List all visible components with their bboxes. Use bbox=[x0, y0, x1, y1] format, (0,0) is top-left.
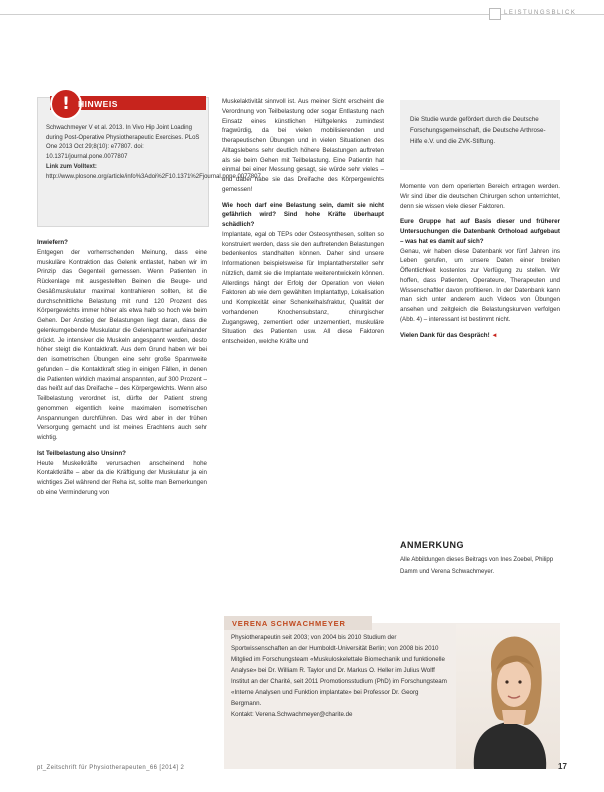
footer-journal: pt_Zeitschrift für Physiotherapeuten_66 [2014] 2 bbox=[37, 765, 185, 771]
column-2 bbox=[222, 97, 384, 347]
bio-description: Physiotherapeutin seit 2003; von 2004 bis 2010 Studium der Sportwissenschaften an der Humboldt-Universität Berlin; von 2008 bis 2010 Mitglied im Forschungsteam «Muskuloskelettale Biomechanik und funktionelle Analyse» bei Dr. William R. Taylor und Dr. Markus O. Heller im Julius Wolff Institut an der Charité, seit 2011 Promotionsstudium (PhD) im Forschungsteam «Interne Analysen und Funktion implantate» bei Professor Dr. Georg Bergmann. bbox=[231, 634, 447, 707]
question-heading: Eure Gruppe hat auf Basis dieser und früherer Untersuchungen die Datenbank Orthoload aufgebaut – was hat es damit auf sich? bbox=[400, 218, 560, 245]
note-link[interactable] bbox=[46, 163, 261, 182]
paragraph: Entgegen der vorherrschenden Meinung, dass eine muskuläre Kontraktion das Gelenk entlastet, haben wir im Prinzip das Gegenteil gemessen. Wenn Patienten in Rückenlage mit ausgestellten Beinen die Beuge- und Gesäßmuskulatur maximal kontrahieren sollten, ist die durchschnittliche Belastung mit rund 120 Prozent des Körpergewichts immer höher als etwa halb so hoch wie beim Gehen. Der Anstieg der Belastungen liegt daran, dass die gelenkumgebende Muskulatur die Gelenkpartner aufeinander drückt. Je intensiver die Muskeln angespannt werden, desto höher steigt die Kontaktkraft. Aus dem Grund haben wir bei den isometrischen Übungen eine sehr große Spannweite gefunden – die Kontaktkraft stieg in einigen Fällen, in denen die Patienten wirklich maximal anspannten, auf 300 Prozent – das heißt auf das Dreifache – des Körpergewichts. Wenn also Teilbelastung verordnet ist, dürfte der Patient streng genommen eigentlich keine maximalen isometrischen Anspannungen durchführen. Das wird aber in der frühen Versorgung gemacht und ist meines Erachtens auch sehr wichtig. bbox=[37, 248, 207, 441]
anmerkung-text: Alle Abbildungen dieses Beitrags von Ines Zoebel, Philipp Damm und Verena Schwachmeyer. bbox=[400, 557, 554, 575]
paragraph: Heute Muskelkräfte verursachen anscheinend hohe Kontaktkräfte – aber da die Kräftigung der Muskulatur ja ein wichtiges Ziel während der Reha ist, sollte man Bemerkungen ob eine Verminderung von bbox=[37, 459, 207, 496]
note-link-url[interactable]: http://www.plosone.org/article/info%3Adoi%2F10.1371%2Fjournal.pone.0077807 bbox=[46, 173, 261, 180]
section-marker bbox=[489, 8, 501, 20]
note-citation: Schwachmeyer V et al. 2013. In Vivo Hip Joint Loading during Post-Operative Physiotherapeutic Exercises. PLoS One 2013 Oct 29;8(10): e77807. doi: 10.1371/journal.pone.0077807 bbox=[46, 125, 200, 161]
bio-contact[interactable]: Kontakt: Verena.Schwachmeyer@charite.de bbox=[231, 711, 353, 718]
bio-text bbox=[231, 632, 449, 720]
bio-name: VERENA SCHWACHMEYER bbox=[232, 619, 346, 628]
anmerkung-title: ANMERKUNG bbox=[400, 540, 464, 550]
column-1 bbox=[37, 238, 207, 498]
closing-line bbox=[400, 331, 560, 341]
question-heading: Ist Teilbelastung also Unsinn? bbox=[37, 449, 126, 457]
exclamation-icon: ! bbox=[50, 88, 82, 120]
column-3 bbox=[400, 182, 560, 340]
note-text bbox=[46, 124, 261, 182]
paragraph: Implantate, egal ob TEPs oder Osteosynthesen, sollten so konstruiert werden, dass sie den auftretenden Belastungen bedenkenlos standhalten können. Daher sind unsere Informationen beispielsweise für Implantathersteller sehr nützlich, damit sie die Implantate weiterentwickeln können. Allerdings hängt der Erfolg der Operation von vielen Faktoren ab wie dem gewählten Implantattyp, Lokalisation und Komplexität einer Schenkelhalsfraktur, Qualität der vorhandenen Knochensubstanz, chirurgischer Zugangsweg, zementiert oder unzementiert, muskuläre Situation des Patienten usw. All diese Faktoren entscheiden, welche Kräfte und bbox=[222, 230, 384, 345]
note-link-label: Link zum Volltext: bbox=[46, 163, 97, 170]
section-label: LEISTUNGSBLICK bbox=[504, 10, 577, 16]
closing-text: Vielen Dank für das Gespräch! bbox=[400, 331, 490, 339]
page-number: 17 bbox=[558, 762, 567, 771]
paragraph: Genau, wir haben diese Datenbank vor fünf Jahren ins Leben gerufen, um unsere Daten einer breiten Öffentlichkeit kostenlos zur Verfügung zu stellen. Wir hoffen, dass Patienten, Operateure, Therapeuten und Wissenschaftler davon profitieren. In der Datenbank kann man sich unter anderem auch Videos von Übungen ansehen und zeitgleich die Belastungskurven verfolgen (Abb. 4) – interessant ist bestimmt nicht. bbox=[400, 247, 560, 323]
paragraph: Muskelaktivität sinnvoll ist. Aus meiner Sicht erscheint die Verordnung von Teilbelastung oder sogar Entlastung nach Einsatz eines künstlichen Hüftgelenks zumindest fragwürdig, da bei vielen mobilisierenden und therapeutischen Übungen und in vielen Situationen des Alltagslebens sehr deutlich höhere Belastungen auftreten als sie beim Gehen mit Teilbelastung. Eine Patientin hat einmal bei einer Messung gesagt, sie würde sehr vieles – und dabei habe sie das Dreifache des Körpergewichts gemessen! bbox=[222, 98, 384, 193]
note-title: HINWEIS bbox=[78, 99, 118, 109]
portrait-photo bbox=[456, 624, 560, 769]
paragraph: Momente von dem operierten Bereich ertragen werden. Wir sind über die deutschen Chirurgen schon unterrichtet, denn sie wissen viele dieser Faktoren. bbox=[400, 183, 560, 210]
funding-text: Die Studie wurde gefördert durch die Deutsche Forschungsgemeinschaft, die Deutsche Arthrose-Hilfe e.V. und die ZVK-Stiftung. bbox=[410, 116, 546, 145]
question-heading: Inwiefern? bbox=[37, 239, 68, 246]
end-mark-icon: ◄ bbox=[491, 331, 498, 339]
question-heading: Wie hoch darf eine Belastung sein, damit sie nicht gefährlich wird? Sind hohe Kräfte überhaupt schädlich? bbox=[222, 201, 384, 228]
portrait-illustration bbox=[456, 624, 560, 769]
